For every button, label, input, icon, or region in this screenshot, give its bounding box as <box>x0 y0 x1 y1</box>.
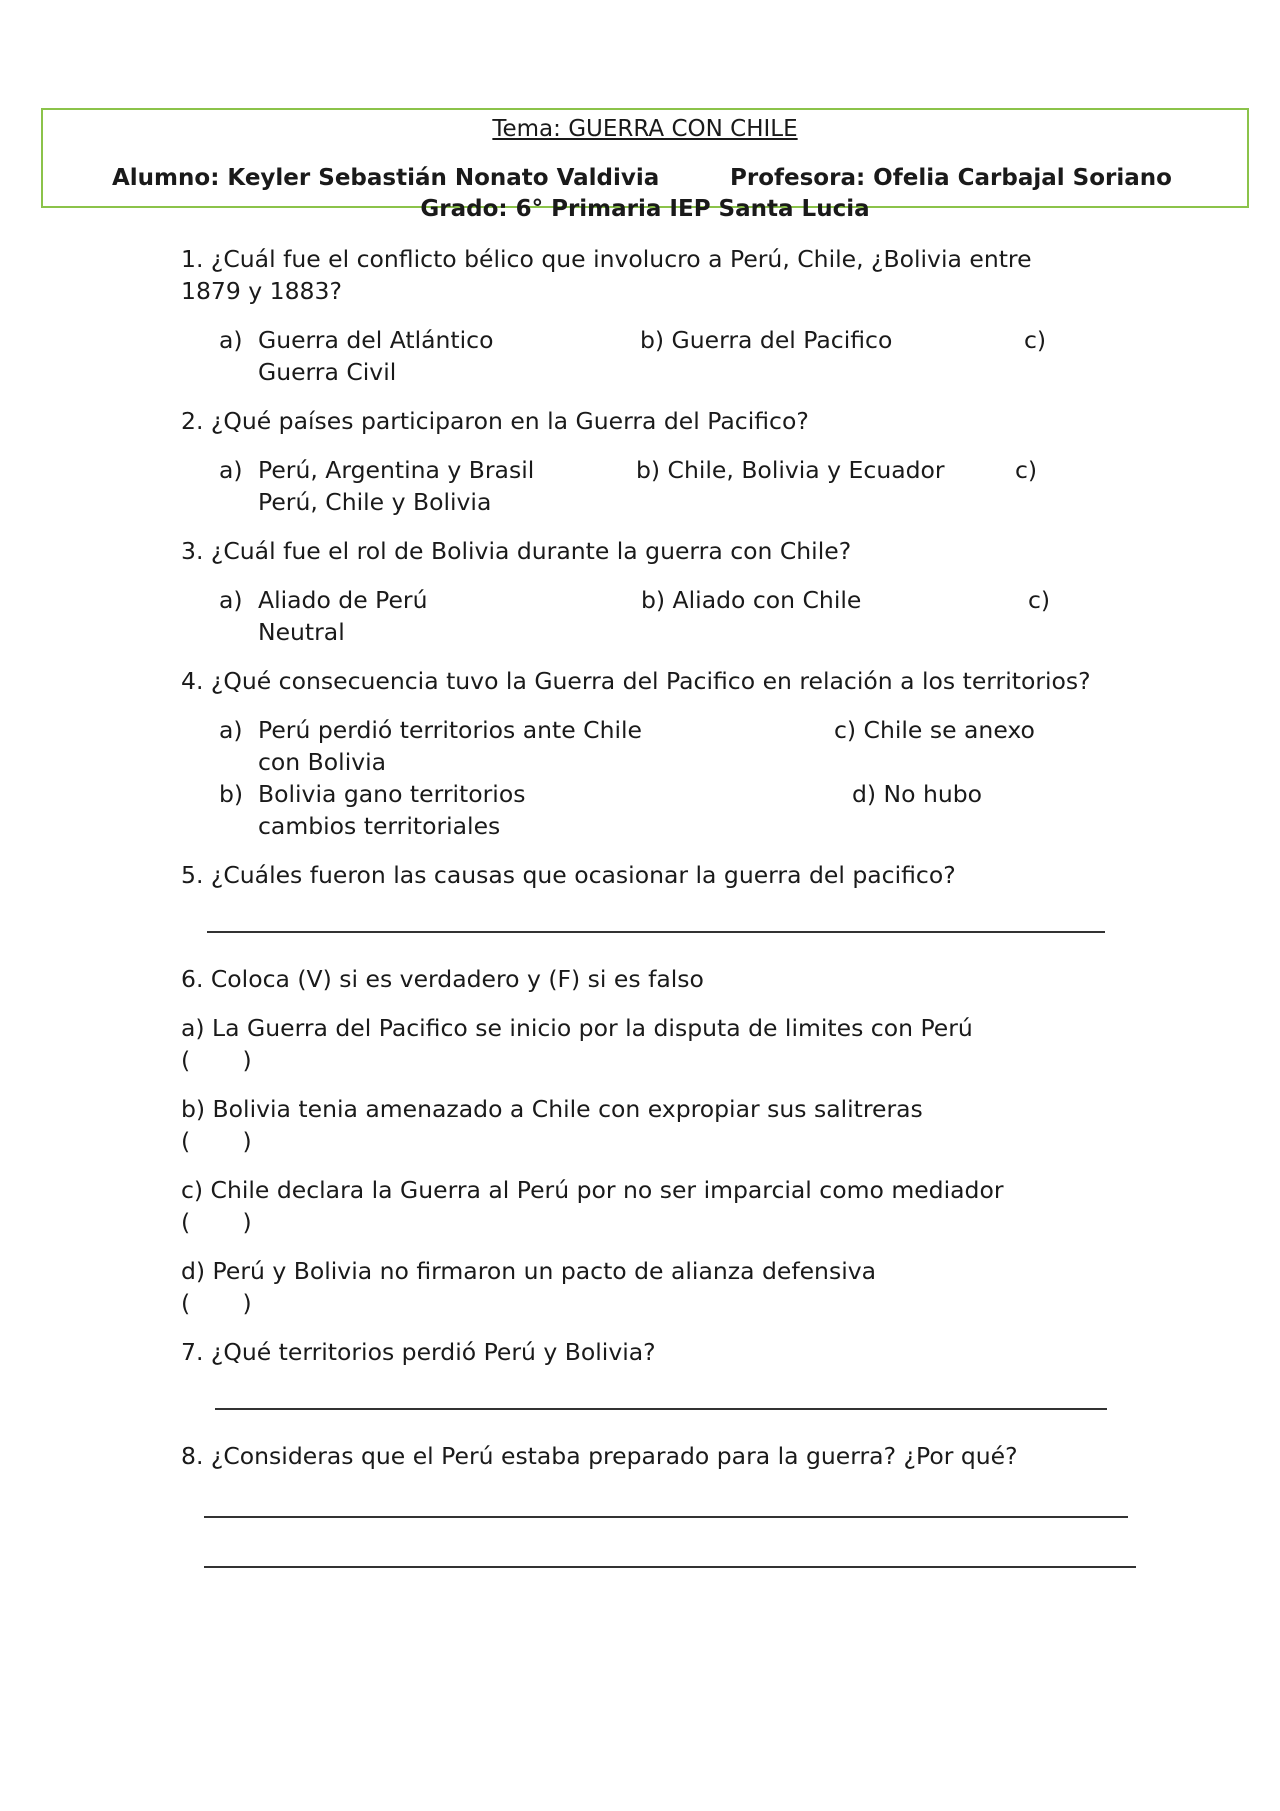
answer-blank[interactable]: ( ) <box>181 1289 252 1317</box>
question-4: 4. ¿Qué consecuencia tuvo la Guerra del Pacifico en relación a los territorios? <box>181 667 1091 695</box>
option-a: Perú, Argentina y Brasil <box>258 456 535 484</box>
question-1-options <box>181 324 1091 388</box>
option-b: b) Guerra del Pacifico <box>640 326 893 354</box>
option-c: Perú, Chile y Bolivia <box>258 488 492 516</box>
question-2: 2. ¿Qué países participaron en la Guerra del Pacifico? <box>181 407 809 435</box>
option-c-label: c) <box>1015 456 1038 484</box>
option-c-label: c) <box>1024 326 1047 354</box>
option-c: Guerra Civil <box>258 358 397 386</box>
option-row <box>181 584 1091 648</box>
tf-statement: a) La Guerra del Pacifico se inicio por la disputa de limites con Perú <box>181 1014 973 1042</box>
tf-item-c <box>181 1174 1091 1238</box>
answer-blank[interactable]: ( ) <box>181 1208 252 1236</box>
option-a-label: a) <box>219 586 243 614</box>
option-c: Neutral <box>258 618 345 646</box>
question-5: 5. ¿Cuáles fueron las causas que ocasionar la guerra del pacifico? <box>181 861 956 889</box>
question-2-options <box>181 454 1091 518</box>
question-6: 6. Coloca (V) si es verdadero y (F) si es falso <box>181 965 704 993</box>
option-c: c) Chile se anexo <box>834 716 1035 744</box>
tf-statement: d) Perú y Bolivia no firmaron un pacto de alianza defensiva <box>181 1257 877 1285</box>
question-8: 8. ¿Consideras que el Perú estaba preparado para la guerra? ¿Por qué? <box>181 1442 1018 1470</box>
grade-school: Grado: 6° Primaria IEP Santa Lucia <box>420 196 870 222</box>
tf-item-b <box>181 1093 1091 1157</box>
option-a: Guerra del Atlántico <box>258 326 494 354</box>
tf-item-d <box>181 1255 1091 1319</box>
teacher-name: Profesora: Ofelia Carbajal Soriano <box>730 165 1172 191</box>
option-a: Aliado de Perú <box>258 586 428 614</box>
option-a-label: a) <box>219 326 243 354</box>
option-d-continued: cambios territoriales <box>258 812 501 840</box>
option-row <box>181 454 1091 518</box>
student-name: Alumno: Keyler Sebastián Nonato Valdivia <box>112 165 660 191</box>
answer-line[interactable] <box>204 1566 1136 1568</box>
option-b-label: b) <box>219 780 244 808</box>
tf-statement: b) Bolivia tenia amenazado a Chile con expropiar sus salitreras <box>181 1095 923 1123</box>
option-a-label: a) <box>219 456 243 484</box>
tf-item-a <box>181 1012 1091 1076</box>
option-a: Perú perdió territorios ante Chile <box>258 716 642 744</box>
option-b: b) Chile, Bolivia y Ecuador <box>636 456 945 484</box>
option-b: Bolivia gano territorios <box>258 780 526 808</box>
topic-title: Tema: GUERRA CON CHILE <box>492 116 798 142</box>
option-b: b) Aliado con Chile <box>641 586 862 614</box>
question-7: 7. ¿Qué territorios perdió Perú y Bolivia? <box>181 1338 656 1366</box>
header-box <box>41 108 1249 222</box>
answer-line[interactable] <box>215 1408 1107 1410</box>
answer-line[interactable] <box>204 1516 1128 1518</box>
question-3-options <box>181 584 1091 648</box>
option-row <box>181 778 1091 842</box>
tf-statement: c) Chile declara la Guerra al Perú por no ser imparcial como mediador <box>181 1176 1004 1204</box>
option-row <box>181 324 1091 388</box>
question-3: 3. ¿Cuál fue el rol de Bolivia durante la guerra con Chile? <box>181 537 852 565</box>
option-c-label: c) <box>1028 586 1051 614</box>
option-row <box>181 714 1091 778</box>
worksheet-body <box>181 243 1091 1585</box>
answer-blank[interactable]: ( ) <box>181 1046 252 1074</box>
question-4-options <box>181 714 1091 842</box>
answer-line[interactable] <box>207 931 1105 933</box>
option-c-continued: con Bolivia <box>258 748 387 776</box>
answer-blank[interactable]: ( ) <box>181 1127 252 1155</box>
option-d: d) No hubo <box>852 780 983 808</box>
option-a-label: a) <box>219 716 243 744</box>
question-1: 1. ¿Cuál fue el conflicto bélico que involucro a Perú, Chile, ¿Bolivia entre 1879 y 1883? <box>181 245 1032 305</box>
